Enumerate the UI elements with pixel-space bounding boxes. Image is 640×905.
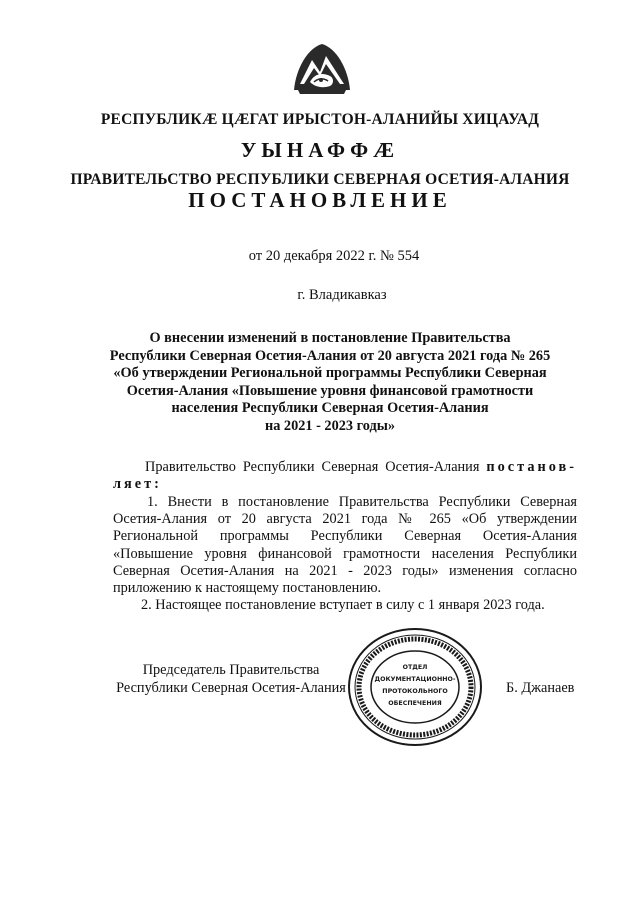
preamble-text: Правительство Республики Северная Осетия-Алания (145, 459, 480, 475)
russian-org-name: ПРАВИТЕЛЬСТВО РЕСПУБЛИКИ СЕВЕРНАЯ ОСЕТИЯ-АЛАНИЯ (70, 171, 570, 188)
title-line: на 2021 - 2023 годы» (264, 417, 396, 434)
signatory-position (111, 662, 351, 697)
paragraph-item-1 (113, 494, 577, 597)
stamp-text-line: ОТДЕЛ (402, 664, 428, 671)
document-title (100, 330, 560, 435)
preamble-line (113, 459, 577, 476)
city: г. Владикавказ (297, 287, 387, 303)
position-line: Республики Северная Осетия-Алания (116, 679, 346, 696)
preamble-decree-word: постанов- (486, 459, 577, 475)
preamble-decree-word-end: ляет: (113, 476, 162, 492)
official-seal-stamp (345, 625, 485, 749)
item1-line: «Повышение уровня финансовой грамотности населения Республики (113, 545, 577, 562)
item1-line: Региональной программы Республики Северная Осетия-Алания (113, 528, 577, 545)
ossetian-doc-type: УЫНАФФӔ (240, 138, 400, 162)
item1-line: Осетия-Алания от 20 августа 2021 года № 265 «Об утверждении (113, 511, 577, 528)
title-line: О внесении изменений в постановление Правительства (149, 330, 511, 346)
document-type: ПОСТАНОВЛЕНИЕ (188, 188, 452, 212)
date-and-number: от 20 декабря 2022 г. № 554 (248, 248, 420, 264)
signatory-name: Б. Джанаев (506, 680, 575, 696)
item1-line: 1. Внести в постановление Правительства Республики Северная (147, 494, 577, 510)
title-line: «Об утверждении Региональной программы Республики Северная (113, 365, 547, 381)
coat-of-arms-icon (290, 38, 354, 102)
title-line: населения Республики Северная Осетия-Алания (171, 400, 489, 416)
preamble-line-2 (113, 476, 577, 493)
position-line: Председатель Правительства (142, 662, 320, 678)
paragraph-item-2: 2. Настоящее постановление вступает в силу с 1 января 2023 года. (141, 597, 545, 613)
ossetian-org-name: РЕСПУБЛИКӔ ЦӔГАТ ИРЫСТОН-АЛАНИЙЫ ХИЦАУАД (100, 111, 540, 128)
item1-line: приложению к настоящему постановлению. (113, 580, 382, 597)
title-line: Осетия-Алания «Повышение уровня финансовой грамотности (126, 382, 534, 399)
stamp-text-line: ОБЕСПЕЧЕНИЯ (388, 700, 442, 707)
stamp-text-line: ДОКУМЕНТАЦИОННО- (374, 676, 456, 683)
item1-line: Северная Осетия-Алания на 2021 - 2023 годы» изменения согласно (113, 562, 577, 579)
stamp-text-line: ПРОТОКОЛЬНОГО (382, 688, 448, 695)
title-line: Республики Северная Осетия-Алания от 20 августа 2021 года № 265 (109, 347, 551, 364)
